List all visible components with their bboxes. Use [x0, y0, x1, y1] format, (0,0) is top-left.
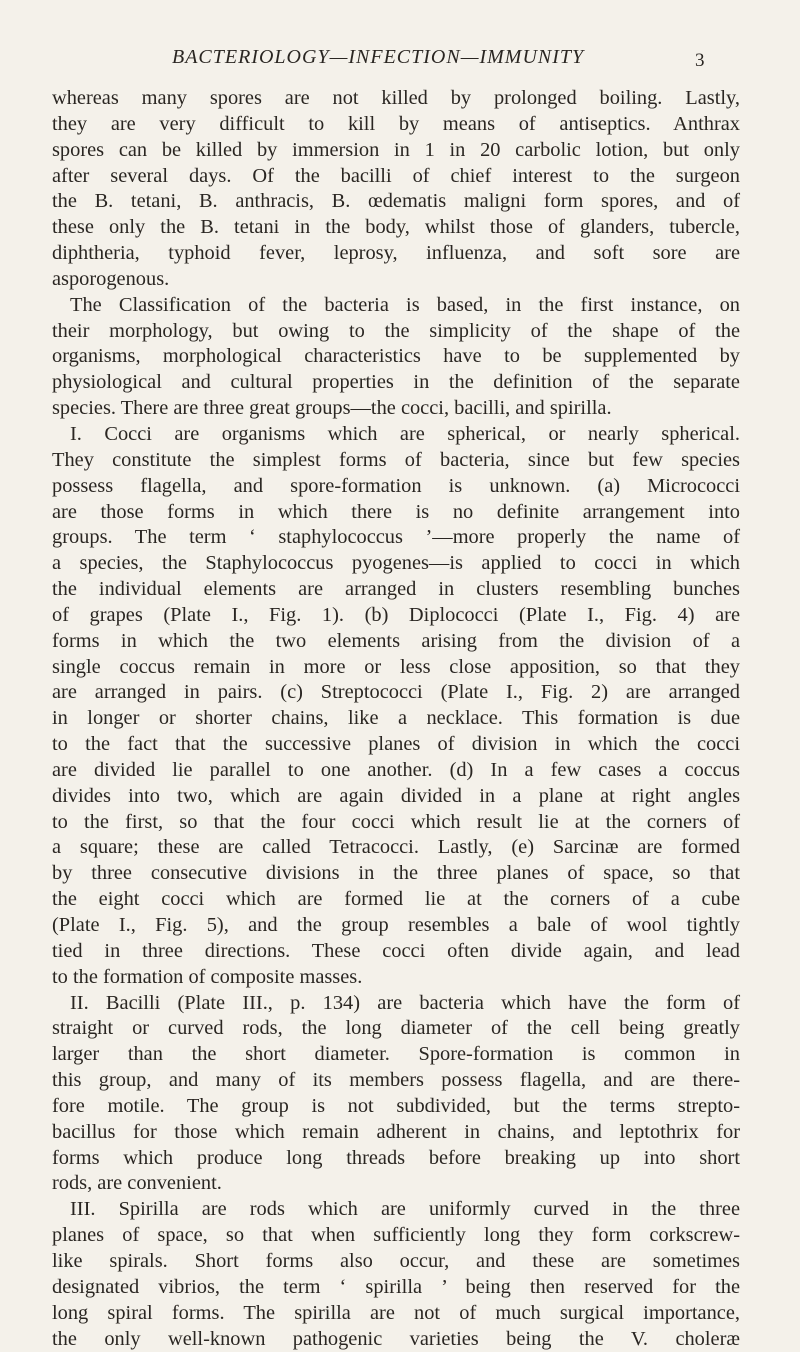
body-text: [52, 86, 740, 1352]
text-line: species. There are three great groups—the cocci, bacilli, and spirilla.: [52, 396, 740, 422]
text-line: bacillus for those which remain adherent in chains, and leptothrix for: [52, 1120, 740, 1146]
text-line: groups. The term ‘ staphylococcus ’—more properly the name of: [52, 525, 740, 551]
text-line: they are very difficult to kill by means of antiseptics. Anthrax: [52, 112, 740, 138]
text-line: to the fact that the successive planes of division in which the cocci: [52, 732, 740, 758]
text-line: their morphology, but owing to the simplicity of the shape of the: [52, 319, 740, 345]
text-line: whereas many spores are not killed by prolonged boiling. Lastly,: [52, 86, 740, 112]
text-line: possess flagella, and spore-formation is unknown. (a) Micrococci: [52, 474, 740, 500]
text-line: are those forms in which there is no definite arrangement into: [52, 500, 740, 526]
text-line: forms which produce long threads before breaking up into short: [52, 1146, 740, 1172]
text-line: rods, are convenient.: [52, 1171, 740, 1197]
text-line: are divided lie parallel to one another. (d) In a few cases a coccus: [52, 758, 740, 784]
text-line: They constitute the simplest forms of bacteria, since but few species: [52, 448, 740, 474]
text-line: straight or curved rods, the long diameter of the cell being greatly: [52, 1016, 740, 1042]
running-head: [0, 46, 800, 76]
text-line: the individual elements are arranged in clusters resembling bunches: [52, 577, 740, 603]
text-line: III. Spirilla are rods which are uniformly curved in the three: [52, 1197, 740, 1223]
text-line: The Classification of the bacteria is based, in the first instance, on: [52, 293, 740, 319]
text-line: divides into two, which are again divided in a plane at right angles: [52, 784, 740, 810]
text-line: the only well-known pathogenic varieties being the V. choleræ: [52, 1327, 740, 1352]
text-line: to the first, so that the four cocci which result lie at the corners of: [52, 810, 740, 836]
running-title: BACTERIOLOGY—INFECTION—IMMUNITY: [172, 46, 584, 69]
text-line: single coccus remain in more or less close apposition, so that they: [52, 655, 740, 681]
text-line: I. Cocci are organisms which are spherical, or nearly spherical.: [52, 422, 740, 448]
text-line: to the formation of composite masses.: [52, 965, 740, 991]
text-line: II. Bacilli (Plate III., p. 134) are bacteria which have the form of: [52, 991, 740, 1017]
text-line: these only the B. tetani in the body, whilst those of glanders, tubercle,: [52, 215, 740, 241]
text-line: larger than the short diameter. Spore-formation is common in: [52, 1042, 740, 1068]
text-line: after several days. Of the bacilli of chief interest to the surgeon: [52, 164, 740, 190]
text-line: physiological and cultural properties in the definition of the separate: [52, 370, 740, 396]
text-line: in longer or shorter chains, like a necklace. This formation is due: [52, 706, 740, 732]
text-line: organisms, morphological characteristics have to be supplemented by: [52, 344, 740, 370]
text-line: (Plate I., Fig. 5), and the group resembles a bale of wool tightly: [52, 913, 740, 939]
text-line: fore motile. The group is not subdivided, but the terms strepto-: [52, 1094, 740, 1120]
text-line: are arranged in pairs. (c) Streptococci (Plate I., Fig. 2) are arranged: [52, 680, 740, 706]
text-line: a square; these are called Tetracocci. Lastly, (e) Sarcinæ are formed: [52, 835, 740, 861]
text-line: planes of space, so that when sufficiently long they form corkscrew-: [52, 1223, 740, 1249]
text-line: forms in which the two elements arising from the division of a: [52, 629, 740, 655]
text-line: like spirals. Short forms also occur, and these are sometimes: [52, 1249, 740, 1275]
text-line: spores can be killed by immersion in 1 in 20 carbolic lotion, but only: [52, 138, 740, 164]
page-number: 3: [695, 50, 706, 72]
text-line: asporogenous.: [52, 267, 740, 293]
text-line: by three consecutive divisions in the three planes of space, so that: [52, 861, 740, 887]
text-line: diphtheria, typhoid fever, leprosy, influenza, and soft sore are: [52, 241, 740, 267]
text-line: of grapes (Plate I., Fig. 1). (b) Diplococci (Plate I., Fig. 4) are: [52, 603, 740, 629]
text-line: the B. tetani, B. anthracis, B. œdematis maligni form spores, and of: [52, 189, 740, 215]
text-line: this group, and many of its members possess flagella, and are there-: [52, 1068, 740, 1094]
text-line: a species, the Staphylococcus pyogenes—is applied to cocci in which: [52, 551, 740, 577]
text-line: tied in three directions. These cocci often divide again, and lead: [52, 939, 740, 965]
text-line: long spiral forms. The spirilla are not of much surgical importance,: [52, 1301, 740, 1327]
text-line: the eight cocci which are formed lie at the corners of a cube: [52, 887, 740, 913]
text-line: designated vibrios, the term ‘ spirilla ’ being then reserved for the: [52, 1275, 740, 1301]
